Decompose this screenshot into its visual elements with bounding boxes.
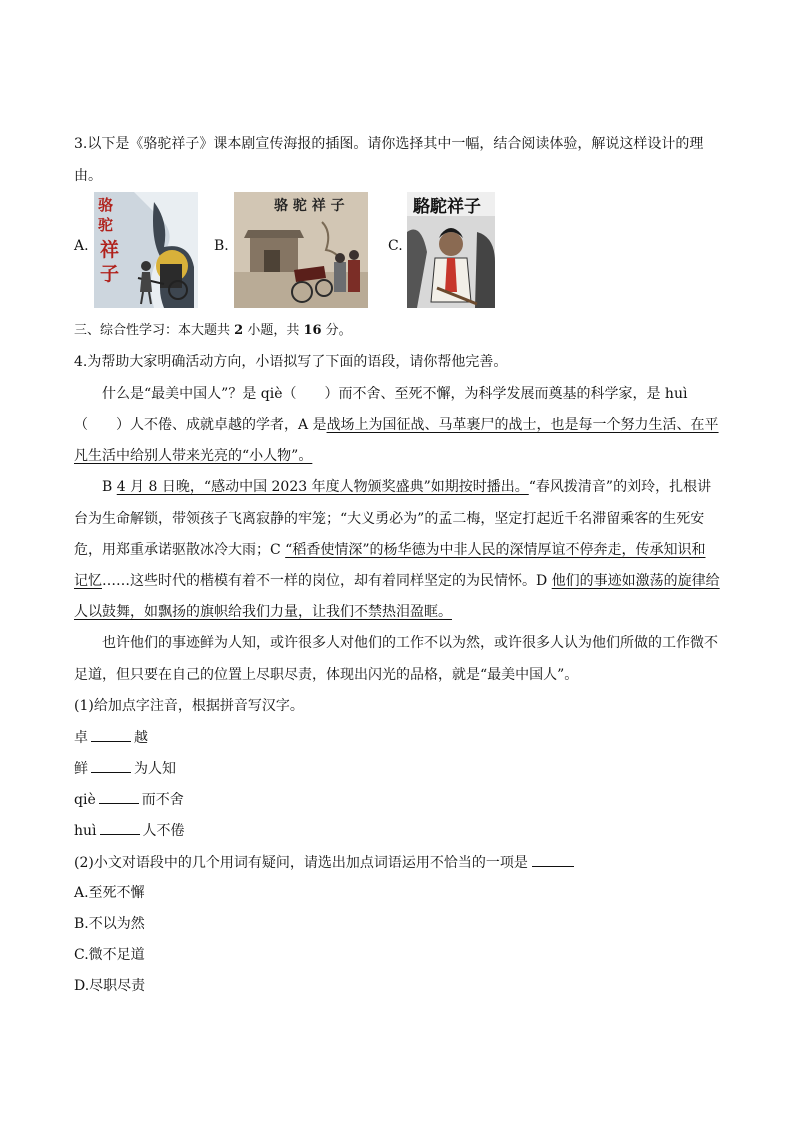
fill-item-2: 鲜 为人知	[74, 758, 176, 779]
fill-item-1: 卓 越	[74, 727, 148, 748]
sub-question-2: (2)小文对语段中的几个用词有疑问，请选出加点词语运用不恰当的一项是	[74, 852, 574, 873]
poster-a-title: 骆驼	[98, 196, 114, 234]
q4-intro: 4.为帮助大家明确活动方向，小语拟写了下面的语段，请你帮他完善。	[74, 354, 508, 370]
answer-blank[interactable]	[99, 789, 139, 804]
fill-item-3: qiè 而不舍	[74, 789, 184, 810]
passage-p2-line1: B 4 月 8 日晚，“感动中国 2023 年度人物颁奖盛典”如期按时播出。“春风拨清音”的刘玲，扎根讲	[102, 479, 712, 495]
poster-a-image	[94, 192, 198, 308]
sub-question-1: (1)给加点字注音，根据拼音写汉字。	[74, 698, 304, 714]
passage-p1-line3: 凡生活中给别人带来光亮的“小人物”。	[74, 448, 313, 464]
passage-p2-line4: 记忆……这些时代的楷模有着不一样的岗位，却有着同样坚定的为民情怀。D 他们的事迹如激荡的旋律给	[74, 573, 720, 589]
choice-c: C.微不足道	[74, 947, 145, 963]
poster-b-image	[234, 192, 368, 308]
svg-text:祥子: 祥子	[100, 239, 120, 285]
passage-p1-line2: （ ）人不倦、成就卓越的学者，A 是战场上为国征战、马革裹尸的战士，也是每一个努力生活、在平	[74, 417, 719, 433]
passage-p2-line2: 台为生命解锁，带领孩子飞离寂静的牢笼；“大义勇必为”的孟二梅，坚定打起近千名滞留乘客的生死安	[74, 511, 705, 527]
choice-a: A.至死不懈	[74, 885, 145, 901]
option-c-label: C.	[388, 238, 403, 254]
poster-c-title: 駱駝祥子	[413, 197, 481, 217]
answer-blank[interactable]	[91, 758, 131, 773]
poster-c-image	[407, 192, 495, 308]
passage-p3-line1: 也许他们的事迹鲜为人知，或许很多人对他们的工作不以为然，或许很多人认为他们所做的工作微不	[102, 635, 718, 651]
answer-blank[interactable]	[91, 727, 131, 742]
answer-blank[interactable]	[532, 852, 574, 867]
section-heading: 三、综合性学习：本大题共 2 小题，共 16 分。	[74, 323, 352, 338]
passage-p1-line1: 什么是“最美中国人”？是 qiè（ ）而不舍、至死不懈，为科学发展而奠基的科学家，是 huì	[102, 386, 688, 402]
choice-b: B.不以为然	[74, 916, 145, 932]
poster-b-title: 骆 驼 祥 子	[274, 198, 345, 214]
q3-stem-line1: 3.以下是《骆驼祥子》课本剧宣传海报的插图。请你选择其中一幅，结合阅读体验，解说这样设计的理	[74, 136, 704, 152]
choice-d: D.尽职尽责	[74, 978, 146, 994]
q3-stem-line2: 由。	[74, 168, 102, 184]
passage-p3-line2: 足道，但只要在自己的位置上尽职尽责，体现出闪光的品格，就是“最美中国人”。	[74, 667, 579, 683]
fill-item-4: huì 人不倦	[74, 820, 185, 841]
option-b-label: B.	[214, 238, 229, 254]
passage-p2-line5: 人以鼓舞，如飘扬的旗帜给我们力量，让我们不禁热泪盈眶。	[74, 604, 452, 620]
option-a-label: A.	[74, 238, 89, 254]
answer-blank[interactable]	[100, 820, 140, 835]
passage-p2-line3: 危，用郑重承诺驱散冰冷大雨；C “稻香使情深”的杨华德为中非人民的深情厚谊不停奔走，传承知识和	[74, 542, 706, 558]
